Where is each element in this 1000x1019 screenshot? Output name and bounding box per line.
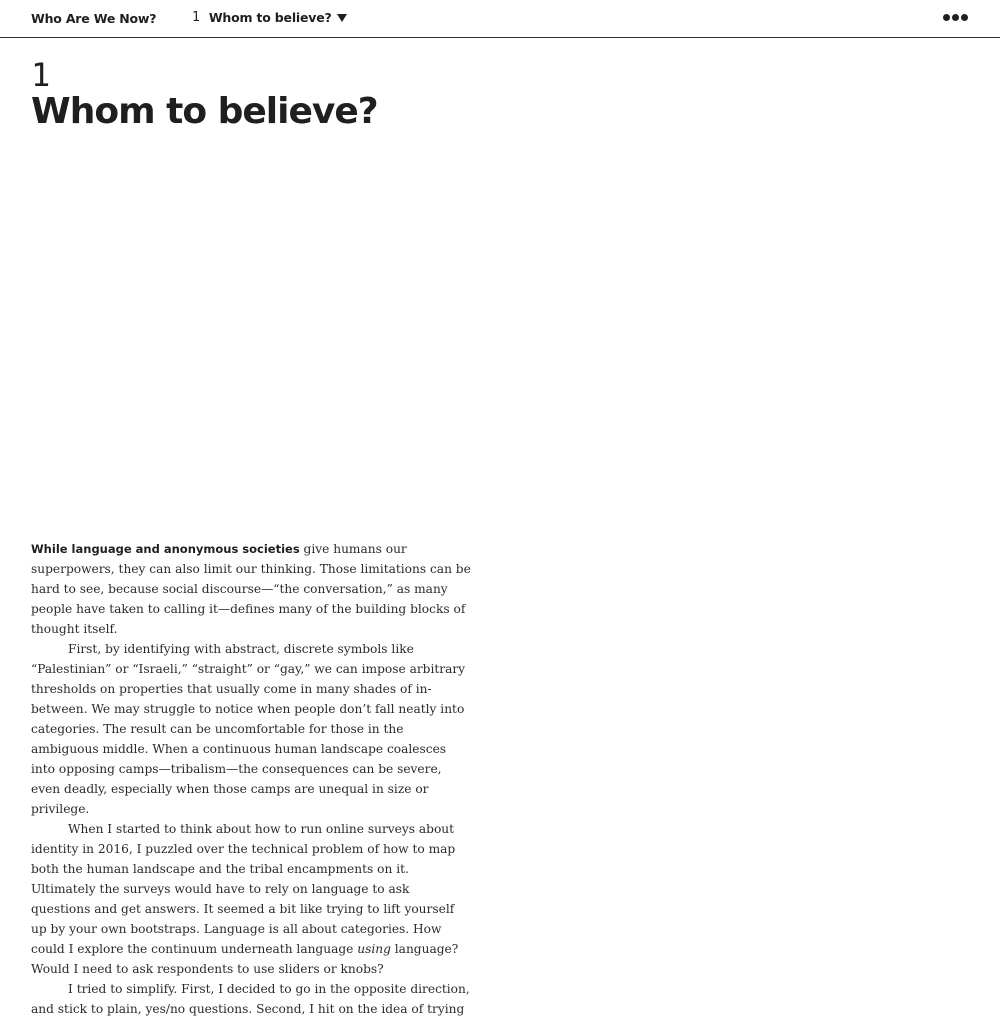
more-dot bbox=[943, 14, 950, 21]
paragraph-3-text-a: When I started to think about how to run online surveys about identity in 2016, I puzzled over the technical problem of how to map both the human landscape and the tribal encampments on it. Ultimately the surveys would have to rely on language to ask questions and get answers. It seemed a bit like trying to lift yourself up by your own bootstraps. Language is all about categories. How could I explore the continuum underneath language bbox=[31, 822, 456, 956]
more-dot bbox=[952, 14, 959, 21]
paragraph-1 bbox=[31, 539, 471, 639]
paragraph-2: First, by identifying with abstract, discrete symbols like “Palestinian” or “Israeli,” “straight” or “gay,” we can impose arbitrary thresholds on properties that usually come in many shades of in-between. We may struggle to notice when people don’t fall neatly into categories. The result can be uncomfortable for those in the ambiguous middle. When a continuous human landscape coalesces into opposing camps—tribalism—the consequences can be severe, even deadly, especially when those camps are unequal in size or privilege. bbox=[31, 642, 466, 816]
paragraph-3-text-b: language? Would I need to ask respondents to use sliders or knobs? bbox=[31, 942, 459, 976]
article-body bbox=[31, 539, 471, 1019]
top-navigation-bar bbox=[0, 0, 1000, 38]
more-horizontal-icon[interactable] bbox=[943, 14, 968, 21]
chapter-number: 1 bbox=[31, 56, 51, 94]
paragraph-4: I tried to simplify. First, I decided to go in the opposite direction, and stick to plain, yes/no questions. Second, I hit on the idea of trying bbox=[31, 982, 470, 1016]
chapter-dropdown-title: Whom to believe? bbox=[208, 10, 332, 25]
lead-in-text: While language and anonymous societies bbox=[31, 542, 300, 556]
chapter-dropdown-number: 1 bbox=[192, 10, 200, 25]
more-dot bbox=[961, 14, 968, 21]
caret-down-icon bbox=[337, 14, 347, 22]
paragraph-1-text: give humans our superpowers, they can also limit our thinking. Those limitations can be hard to see, because social discourse—“the conversation,” as many people have taken to calling it—defines many of the building blocks of thought itself. bbox=[31, 542, 471, 636]
emphasis-using: using bbox=[357, 942, 391, 956]
chapter-heading bbox=[31, 58, 378, 132]
brand-title[interactable]: Who Are We Now? bbox=[31, 11, 157, 26]
chapter-dropdown[interactable] bbox=[192, 10, 347, 25]
chapter-title: Whom to believe? bbox=[31, 91, 378, 132]
paragraph-3 bbox=[31, 819, 471, 979]
